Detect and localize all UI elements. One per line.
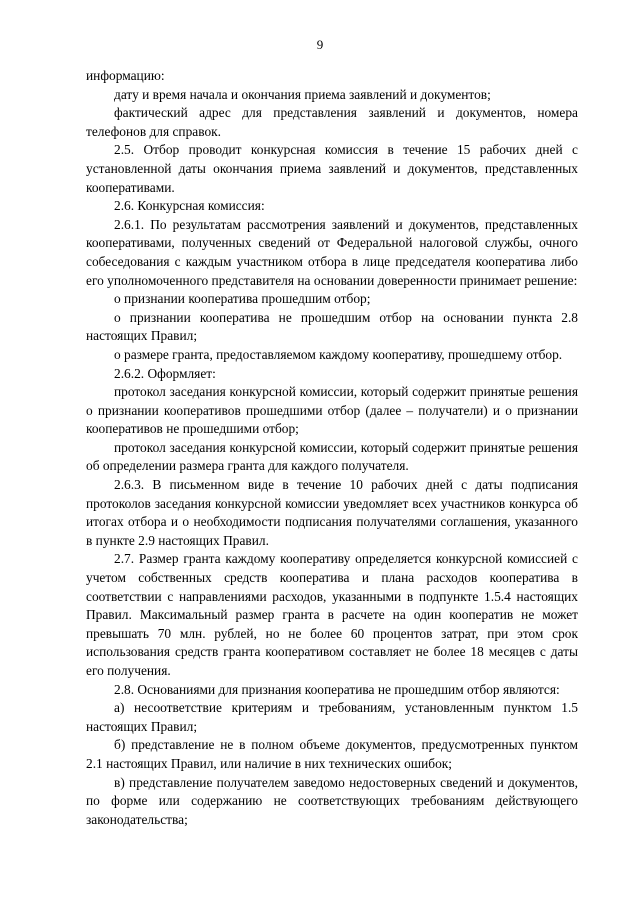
paragraph-2-6-1: 2.6.1. По результатам рассмотрения заявлений и документов, представленных кооперативами, полученных сведений от Федеральной налоговой службы, очного собеседования с каждым участником отбора в лице председателя кооператива либо его уполномоченного представителя на основании доверенности принимает решение:: [86, 216, 578, 288]
paragraph-2-8: 2.8. Основаниями для признания кооператива не прошедшим отбор являются:: [114, 681, 560, 697]
paragraph-item-date-time: дату и время начала и окончания приема заявлений и документов;: [114, 86, 491, 102]
paragraph-2-6-3: 2.6.3. В письменном виде в течение 10 рабочих дней с даты подписания протоколов заседания конкурсной комиссии уведомляет всех участников конкурса об итогах отбора и о необходимости подписания получателями соглашения, указанного в пункте 2.9 настоящих Правил.: [86, 477, 578, 548]
paragraph-decision-not-passed: о признании кооператива не прошедшим отбор на основании пункта 2.8 настоящих Правил;: [86, 309, 578, 344]
page-number: 9: [316, 37, 324, 52]
paragraph-protocol-2: протокол заседания конкурсной комиссии, который содержит принятые решения об определении размера гранта для каждого получателя.: [86, 439, 578, 474]
paragraph-continuation: информацию:: [86, 68, 165, 83]
paragraph-protocol-1: протокол заседания конкурсной комиссии, который содержит принятые решения о признании кооперативов прошедшими отбор (далее – получатели) и о признании кооперативов не прошедшими отбор;: [86, 384, 578, 437]
paragraph-2-6-2: 2.6.2. Оформляет:: [114, 365, 216, 381]
paragraph-2-8-a: а) несоответствие критериям и требованиям, установленным пунктом 1.5 настоящих Правил;: [86, 700, 578, 734]
paragraph-2-8-v: в) представление получателем заведомо недостоверных сведений и документов, по форме или содержанию не соответствующих требованиям действующего законодательства;: [86, 774, 578, 827]
paragraph-decision-passed: о признании кооператива прошедшим отбор;: [114, 291, 371, 307]
document-body: [86, 67, 578, 829]
paragraph-2-5: 2.5. Отбор проводит конкурсная комиссия в течение 15 рабочих дней с установленной даты окончания приема заявлений и документов, представленных кооперативами.: [86, 142, 578, 195]
paragraph-decision-grant-size: о размере гранта, предоставляемом каждому кооперативу, прошедшему отбор.: [114, 346, 563, 362]
paragraph-2-7: 2.7. Размер гранта каждому кооперативу определяется конкурсной комиссией с учетом собственных средств кооператива и плана расходов кооператива в соответствии с направлениями расходов, указанными в подпункте 1.5.4 настоящих Правил. Максимальный размер гранта в расчете на один кооператив не может превышать 70 млн. рублей, но не более 60 процентов затрат, при этом срок использования средств гранта кооперативом составляет не более 18 месяцев с даты его получения.: [86, 551, 578, 678]
paragraph-2-6: 2.6. Конкурсная комиссия:: [114, 198, 265, 214]
paragraph-2-8-b: б) представление не в полном объеме документов, предусмотренных пунктом 2.1 настоящих Правил, или наличие в них технических ошибок;: [86, 737, 578, 771]
paragraph-item-address: фактический адрес для представления заявлений и документов, номера телефонов для справок.: [86, 105, 578, 139]
